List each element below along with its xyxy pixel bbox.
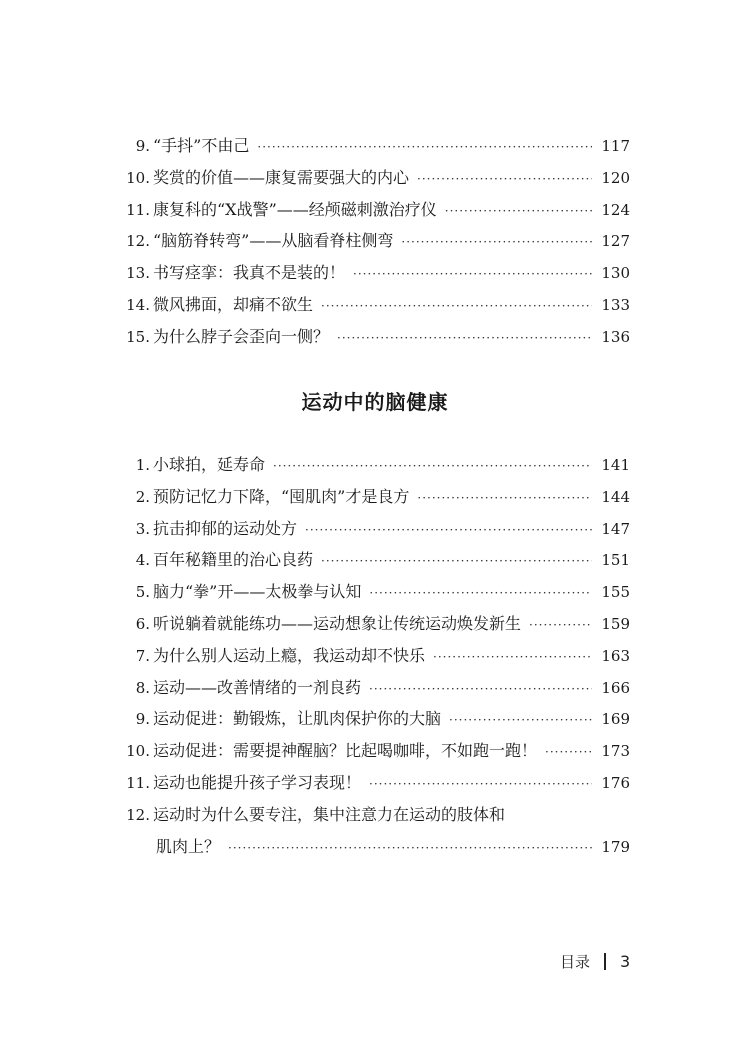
- toc-entry-number: 7.: [135, 646, 150, 665]
- toc-list-top: [120, 130, 630, 353]
- footer-page-number: 3: [620, 952, 631, 971]
- dot-leader: [353, 259, 592, 291]
- toc-entry-title: 脑力“拳”开——太极拳与认知: [153, 582, 362, 602]
- dot-leader: [445, 196, 592, 228]
- toc-entry-page: 127: [601, 232, 630, 251]
- toc-entry-page: 179: [601, 837, 630, 856]
- toc-entry-title: “手抖”不由己: [153, 136, 250, 155]
- toc-entry-title: 百年秘籍里的治心良药: [153, 550, 314, 570]
- toc-entry[interactable]: [120, 162, 630, 194]
- toc-entry-page: 120: [601, 168, 630, 187]
- toc-entry-title: 运动时为什么要专注，集中注意力在运动的肢体和: [153, 804, 506, 824]
- toc-entry-number: 12.: [126, 232, 150, 251]
- toc-entry-title: 运动促进：需要提神醒脑？比起喝咖啡，不如跑一跑！: [153, 741, 538, 761]
- toc-entry-number: 2.: [135, 487, 150, 506]
- dot-leader: [321, 546, 592, 578]
- toc-entry-page: 159: [601, 614, 630, 633]
- dot-leader: [401, 227, 592, 259]
- dot-leader: [449, 705, 592, 737]
- toc-entry-number: 11.: [126, 773, 150, 792]
- toc-entry-title: 微风拂面，却痛不欲生: [153, 294, 314, 314]
- toc-entry-page: 130: [601, 264, 630, 283]
- toc-entry-page: 124: [601, 200, 630, 219]
- toc-entry-line: [120, 831, 630, 863]
- toc-entry-multiline[interactable]: [120, 799, 630, 863]
- dot-leader: [228, 833, 592, 865]
- toc-entry-title: 书写痉挛：我真不是装的！: [153, 263, 346, 283]
- dot-leader: [369, 769, 592, 801]
- toc-entry[interactable]: [120, 513, 630, 545]
- toc-entry-title: 运动——改善情绪的一剂良药: [153, 677, 362, 697]
- toc-entry-number: 11.: [126, 200, 150, 219]
- toc-entry-number: 12.: [126, 805, 150, 824]
- toc-entry-title-continuation: 肌肉上？: [156, 836, 221, 856]
- toc-entry-page: 176: [601, 773, 630, 792]
- dot-leader: [337, 323, 592, 355]
- toc-entry[interactable]: [120, 257, 630, 289]
- toc-entry-number: 9.: [135, 137, 150, 155]
- toc-entry-page: 141: [601, 456, 630, 474]
- toc-entry-page: 163: [601, 646, 630, 665]
- dot-leader: [305, 515, 592, 547]
- toc-entry-page: 155: [601, 583, 630, 602]
- toc-entry-number: 15.: [126, 327, 150, 346]
- page-footer: [560, 951, 630, 972]
- toc-entry[interactable]: [120, 225, 630, 257]
- toc-entry[interactable]: [120, 767, 630, 799]
- toc-entry-title: 预防记忆力下降，“囤肌肉”才是良方: [153, 486, 410, 506]
- toc-entry-number: 13.: [126, 264, 150, 283]
- toc-entry-page: 169: [601, 710, 630, 729]
- toc-entry-title: 运动也能提升孩子学习表现！: [153, 772, 362, 792]
- toc-entry[interactable]: [120, 289, 630, 321]
- dot-leader: [433, 642, 592, 674]
- toc-entry-number: 10.: [126, 168, 150, 187]
- footer-label: 目录: [560, 953, 591, 971]
- toc-entry-page: 133: [601, 295, 630, 314]
- toc-entry[interactable]: [120, 481, 630, 513]
- footer-divider: [604, 953, 606, 970]
- toc-entry-title: 运动促进：勤锻炼，让肌肉保护你的大脑: [153, 709, 442, 729]
- toc-entry-number: 8.: [135, 678, 150, 697]
- toc-entry-number: 3.: [135, 519, 150, 538]
- toc-entry-title: 听说躺着就能练功——运动想象让传统运动焕发新生: [153, 613, 522, 633]
- toc-entry-page: 144: [601, 487, 630, 506]
- toc-entry-page: 147: [601, 519, 630, 538]
- dot-leader: [417, 164, 592, 196]
- toc-entry[interactable]: [120, 449, 630, 481]
- toc-entry[interactable]: [120, 640, 630, 672]
- toc-entry-page: 173: [601, 742, 630, 761]
- dot-leader: [369, 578, 592, 610]
- toc-entry-title: 奖赏的价值——康复需要强大的内心: [153, 167, 410, 187]
- toc-entry[interactable]: [120, 194, 630, 226]
- toc-entry[interactable]: [120, 576, 630, 608]
- dot-leader: [529, 610, 592, 642]
- toc-entry[interactable]: [120, 608, 630, 640]
- toc-entry-number: 5.: [135, 583, 150, 602]
- toc-entry-page: 166: [601, 678, 630, 697]
- toc-entry-number: 4.: [135, 551, 150, 570]
- toc-entry[interactable]: [120, 672, 630, 704]
- toc-entry-page: 117: [601, 137, 630, 155]
- toc-entry-title: 康复科的“X战警”——经颅磁刺激治疗仪: [153, 199, 437, 219]
- toc-entry-title: 小球拍，延寿命: [153, 455, 266, 474]
- toc-entry[interactable]: [120, 130, 630, 162]
- section-heading: 运动中的脑健康: [301, 390, 449, 414]
- dot-leader: [369, 674, 592, 706]
- toc-entry-title: “脑筋脊转弯”——从脑看脊柱侧弯: [153, 231, 394, 251]
- toc-entry[interactable]: [120, 735, 630, 767]
- dot-leader: [417, 483, 592, 515]
- toc-entry[interactable]: [120, 321, 630, 353]
- toc-entry-title: 抗击抑郁的运动处方: [153, 518, 298, 538]
- toc-entry-number: 1.: [135, 456, 150, 474]
- toc-entry-page: 136: [601, 327, 630, 346]
- toc-entry-number: 9.: [135, 710, 150, 729]
- toc-entry-line: [120, 799, 630, 831]
- toc-entry[interactable]: [120, 544, 630, 576]
- dot-leader: [321, 291, 592, 323]
- toc-entry-title: 为什么别人运动上瘾，我运动却不快乐: [153, 645, 426, 665]
- toc-entry-title: 为什么脖子会歪向一侧？: [153, 326, 330, 346]
- toc-entry[interactable]: [120, 703, 630, 735]
- dot-leader: [257, 132, 592, 164]
- dot-leader: [545, 737, 592, 769]
- toc-entry-number: 10.: [126, 742, 150, 761]
- toc-entry-number: 14.: [126, 295, 150, 314]
- toc-entry-page: 151: [601, 551, 630, 570]
- toc-entry-number: 6.: [135, 614, 150, 633]
- dot-leader: [273, 451, 592, 483]
- toc-list-bottom: [120, 449, 630, 862]
